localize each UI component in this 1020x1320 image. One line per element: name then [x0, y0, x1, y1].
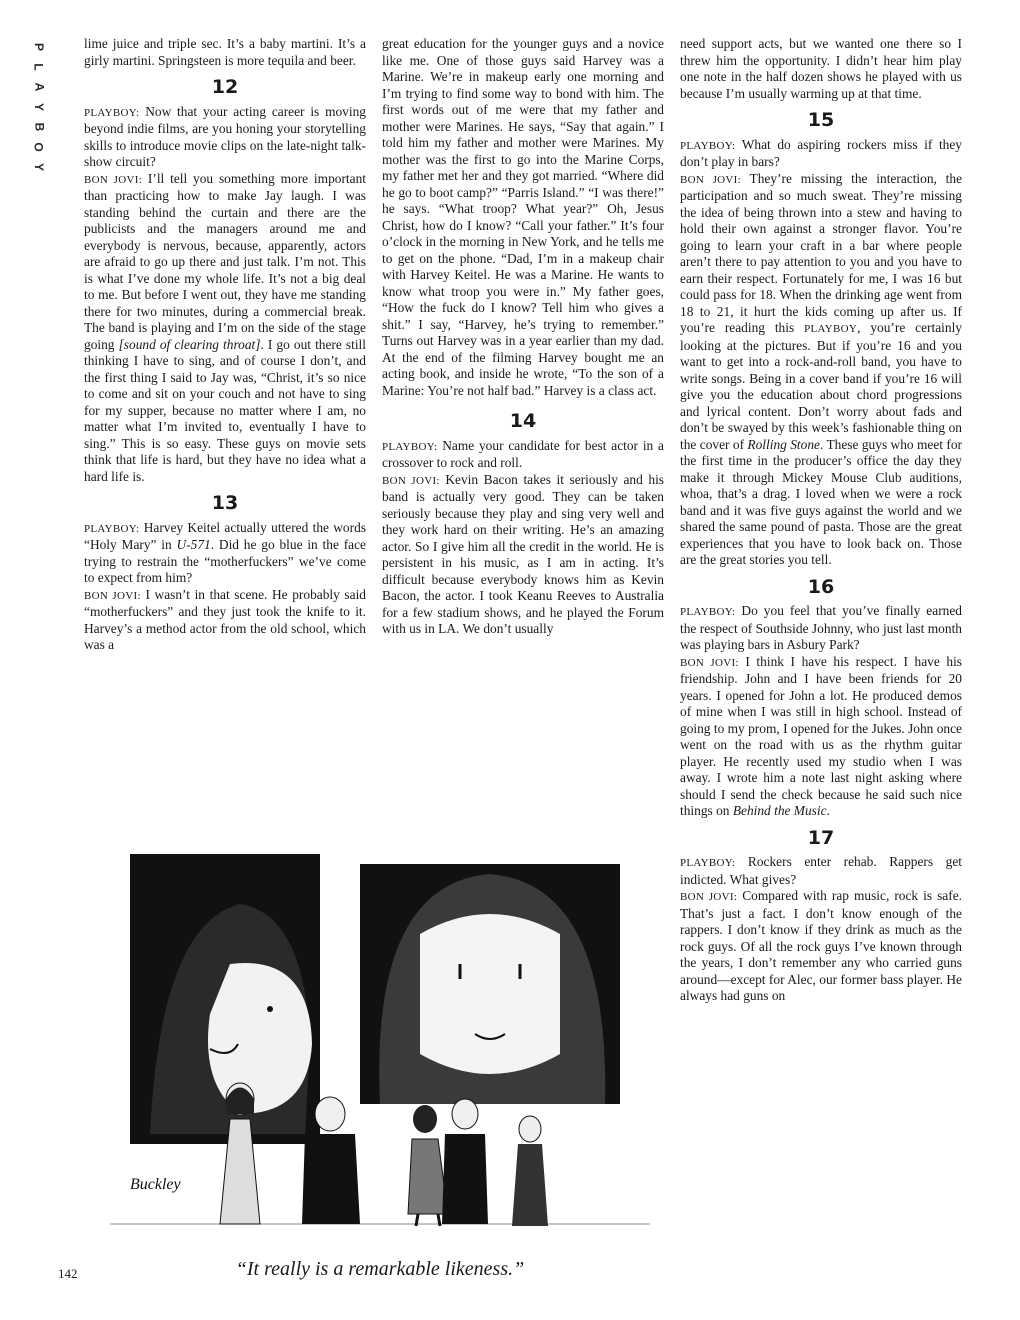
column-3	[680, 36, 962, 1005]
question	[382, 438, 664, 472]
answer-text: I wasn’t in that scene. He probably said “motherfuckers” and they just took the knife to it. Harvey’s a method actor from the old school, which was a	[84, 586, 367, 652]
column-1	[84, 36, 366, 654]
page-number: 142	[58, 1266, 78, 1281]
cartoon-caption: “It really is a remarkable likeness.”	[235, 1258, 525, 1280]
speaker-label: BON JOVI:	[382, 474, 440, 487]
answer	[680, 171, 962, 569]
speaker-label: PLAYBOY:	[680, 857, 736, 869]
continued-paragraph: lime juice and triple sec. It’s a baby martini. It’s a girly martini. Springsteen is more tequila and beer.	[84, 36, 366, 68]
question-number: 15	[807, 109, 835, 131]
speaker-label: BON JOVI:	[84, 589, 141, 602]
left-portrait-eye	[267, 1006, 273, 1012]
speaker-label: BON JOVI:	[680, 891, 738, 903]
running-head-letter: B	[31, 122, 46, 132]
speaker-label: BON JOVI:	[680, 656, 739, 669]
answer	[680, 888, 962, 1005]
right-portrait-face	[420, 914, 560, 1074]
answer-text: They’re missing the interaction, the participation and so much sweat. They’re missing the idea of being thrown into a stew and having to hold their own against a stronger flavor. You’re going to learn your craft in a bar where people aren’t there to pay attention to you and you have to earn their respect. Fortunately for me, I was 16 but could pass for 18. When the drinking age went from 18 to 21, it hurt the kids coming up after us. If you’re reading this	[680, 170, 963, 335]
film-title: U-571	[176, 537, 211, 552]
speaker-label: PLAYBOY:	[84, 522, 140, 535]
speaker-label: PLAYBOY:	[382, 440, 438, 453]
running-head	[28, 40, 50, 174]
question-number: 17	[807, 826, 835, 849]
column-2	[382, 36, 664, 638]
answer-text: , you’re certainly looking at the pictures. But if you’re 16 and you want to get into a rock-and-roll band, you have to write songs. Being in a cover band if you’re 16 will give you the education about chord progressions and lyrical content. Don’t worry about fads and don’t be swayed by this week’s fashionable thing on the cover of	[680, 320, 962, 452]
question-text: Name your candidate for best actor in a crossover to rock and roll.	[382, 437, 664, 470]
running-head-letter: L	[32, 63, 46, 71]
man-suit-figure	[442, 1099, 488, 1224]
answer-text: I’ll tell you something more important than practicing how to make Jay laugh. I was standing behind the curtain and there are the publicists and the managers around me and everybody is nervous, because, apparently, actors are afraid to go up there and just talk. I’m not. This is what I’ve done my whole life. It’s not a big deal to me. But before I went out, they have me standing there for two minutes, during a commercial break. The band is playing and I’m on the side of the stage going	[84, 170, 366, 352]
woman-dress-figure	[408, 1105, 448, 1226]
question-text: Harvey Keitel actually uttered the words “Holy Mary” in	[84, 519, 366, 552]
question	[680, 603, 962, 654]
running-head-letter: P	[31, 42, 46, 52]
answer-text: Kevin Bacon takes it seriously and his band is actually very good. They can be taken seriously because they play and sing very well and they work hard on their writing. He’s an amazing actor. So I give him all the credit in the world. He is persistent in his music, as I am in acting. It’s difficult because everybody knows him as Kevin Bacon, the actor. I took Keanu Reeves to Australia for a few stadium shows, and he played the Forum with us in LA. We don’t usually	[382, 471, 664, 636]
continued-paragraph: great education for the younger guys and a novice like me. One of those guys said Harvey was a Marine. We’re in makeup early one morning and I’m trying to find some way to bond with him. The first words out of me were that my father and mother were Marines. He says, “Say that again.” I told him my father and mother were Marines. My mother was the first to go into the Marine Corps, my father met her and they got married. “Where did he go to boot camp?” “Parris Island.” “I was there!” he says. “What troop? What year?” Oh, Jesus Christ, how do I know? “Call your father.” It’s four o’clock in the morning in New York, and he tells me to get on the phone. “Dad, I’m in a makeup chair with Harvey Keitel. He was a Marine. He wants to know what troop you were in.” My father goes, “How the fuck do I know? Tell him who gives a shit.” I say, “Harvey, he’s trying to remember.” Turns out Harvey was in a year earlier than my dad. At the end of the filming Harvey bought me an acting book, and inside he wrote, “To the son of a Marine: You’re not half bad.” Harvey is a class act.	[382, 36, 664, 398]
magazine-title: Rolling Stone	[747, 436, 820, 452]
woman-left-figure	[220, 1083, 260, 1224]
running-head-letter: A	[31, 82, 46, 92]
question	[84, 104, 366, 171]
continued-paragraph: need support acts, but we wanted one there so I threw him the opportunity. I didn’t hear him play one note in the half dozen shows he played with us because I’m usually warming up at that time.	[680, 36, 962, 101]
running-head-letter: O	[32, 142, 46, 152]
answer	[382, 472, 664, 638]
answer-text: Compared with rap music, rock is safe. That’s just a fact. I don’t know enough of the rappers. I don’t know if they drink as much as the rock guys. Of all the rock guys I’ve known through the years, I don’t remember any who carried guns around—except for Alec, our former bass player. He always had guns on	[680, 888, 962, 1003]
question-text: What do aspiring rockers miss if they don’t play in bars?	[680, 136, 962, 169]
question-number: 16	[807, 575, 835, 598]
speaker-label: PLAYBOY:	[680, 606, 736, 618]
woman-right-figure	[512, 1116, 548, 1226]
speaker-label: BON JOVI:	[680, 173, 741, 186]
question-text: Now that your acting career is moving beyond indie films, are you honing your storytelling skills to introduce movie clips on the late-night talk-show circuit?	[84, 103, 366, 169]
question-number: 13	[211, 492, 239, 514]
answer-text: I think I have his respect. I have his friendship. John and I have been friends for 20 years. I opened for John a lot. He produced demos of mine when I was still in high school. Instead of going to my prom, I opened for the Jukes. John once went on the road with us as the rhythm guitar player. He recently used my studio when I was away. I wrote him a note last night asking where should I send the check because he said such nice things on	[680, 653, 962, 818]
running-head-letter: Y	[31, 102, 46, 112]
show-title: Behind the Music	[732, 803, 827, 818]
artist-signature: Buckley	[130, 1176, 181, 1193]
question	[680, 854, 962, 888]
stage-direction: [sound of clearing throat]	[118, 336, 261, 352]
question	[84, 520, 366, 587]
question-text: Rockers enter rehab. Rappers get indicted. What gives?	[680, 854, 962, 887]
speaker-label: BON JOVI:	[84, 173, 143, 186]
cartoon-illustration	[90, 844, 670, 1244]
answer-text: .	[826, 803, 830, 818]
question	[680, 137, 962, 171]
magazine-name: PLAYBOY	[804, 323, 858, 335]
answer	[84, 171, 366, 486]
speaker-label: PLAYBOY:	[680, 139, 736, 152]
answer	[680, 654, 962, 820]
question-number: 12	[211, 76, 239, 98]
speaker-label: PLAYBOY:	[84, 106, 140, 119]
answer-text: . I go out there still thinking I have to sing, and of course I don’t, and the first thing I said to Jay was, “Christ, it’s so nice to come and sit on your couch and not have to sing for my supper, because no matter where I am, no matter what I’m invited to, eventually I have to sing.” This is so easy. These guys on movie sets think that life is hard, but they have no idea what a hard life is.	[84, 336, 366, 484]
question-text: . Did he go blue in the face trying to restrain the “motherfuckers” we’ve come to expect from him?	[84, 537, 367, 585]
running-head-letter: Y	[31, 162, 46, 172]
answer-text: . These guys who meet for the first time in the producer’s office the day they make it through Mickey Mouse Club auditions, whoa, that’s a drag. I loved when we were a rock band and it was five guys against the world and we shared the same pound of pasta. Those are the great experiences that you have to look back on. Those are the great stories you tell.	[680, 436, 963, 567]
answer	[84, 587, 366, 654]
question-number: 14	[509, 410, 537, 432]
question-text: Do you feel that you’ve finally earned the respect of Southside Johnny, who just last month was playing bars in Asbury Park?	[680, 603, 962, 652]
